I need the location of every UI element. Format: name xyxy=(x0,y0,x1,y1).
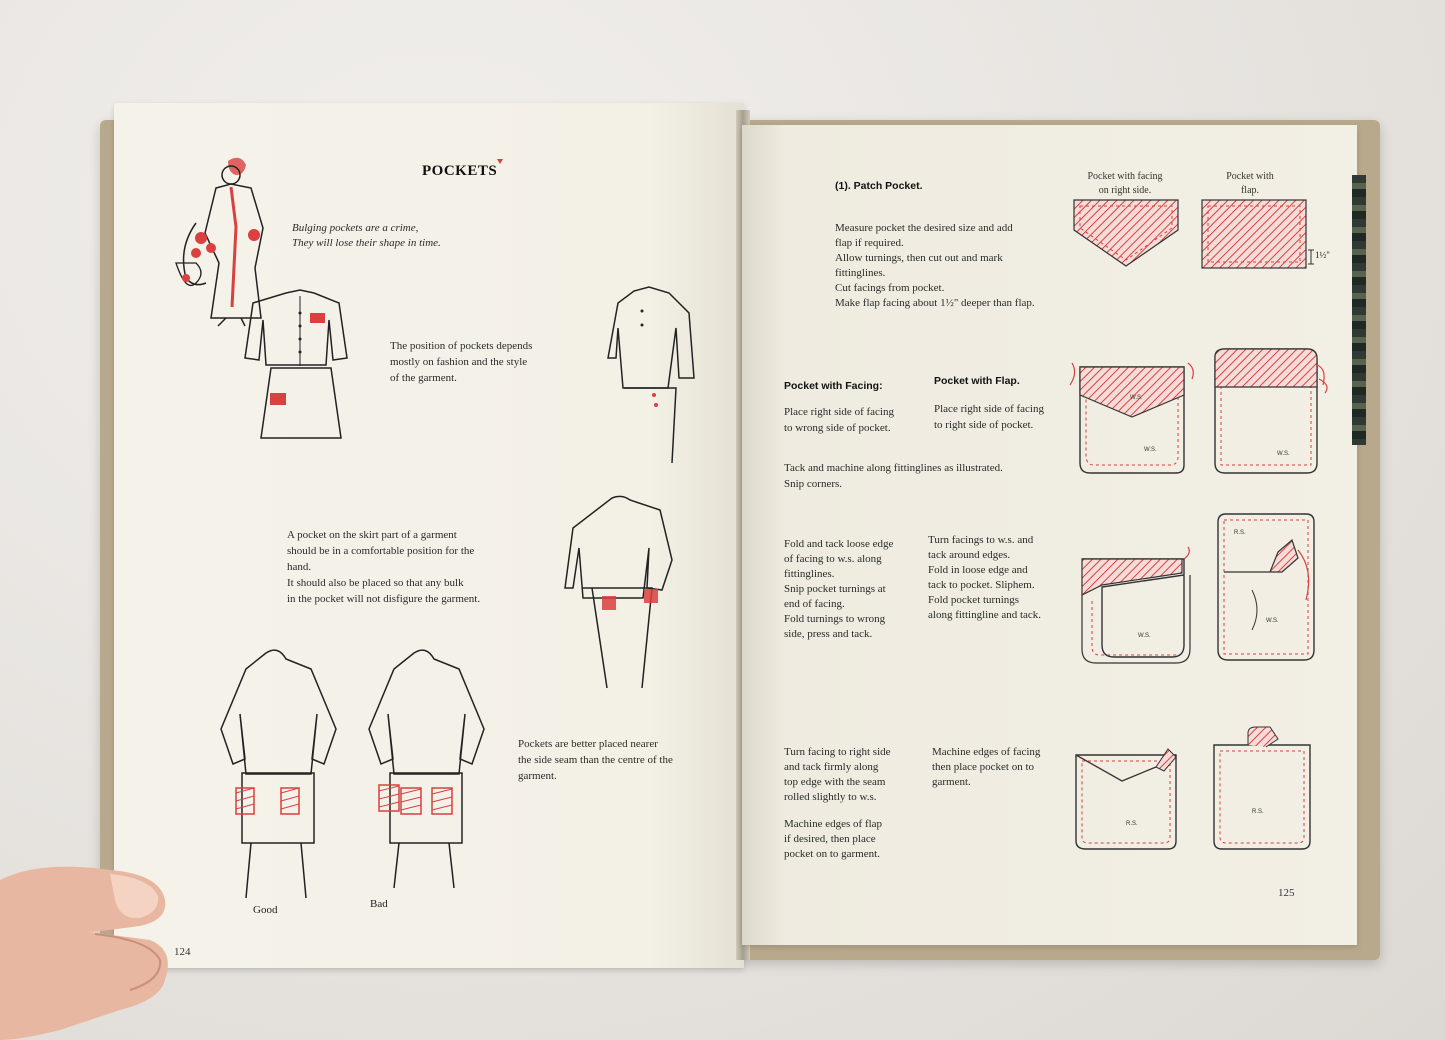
skirt-text-line-1: A pocket on the skirt part of a garment xyxy=(287,529,457,541)
seam-text-line-1: Pockets are better placed nearer xyxy=(518,738,658,750)
intro-line-2: flap if required. xyxy=(835,237,904,249)
intro-line-3: Allow turnings, then cut out and mark xyxy=(835,252,1003,264)
verse-line-1: Bulging pockets are a crime, xyxy=(292,222,419,234)
dress-pocket-position-illustration xyxy=(246,288,356,448)
flap-measure-label: 1½" xyxy=(1315,250,1330,260)
ws-label-1: W.S. xyxy=(1130,395,1143,401)
left-page xyxy=(114,103,744,968)
rs-label-3: R.S. xyxy=(1252,809,1264,815)
facing-step3-line-1: Turn facing to right side xyxy=(784,746,891,758)
flap-step3-line-1: Machine edges of facing xyxy=(932,746,1041,758)
facing-step2-line-5: end of facing. xyxy=(784,598,845,610)
facing-step3-line-6: Machine edges of flap xyxy=(784,818,883,830)
page-number-left: 124 xyxy=(174,946,191,958)
facing-step3-line-7: if desired, then place xyxy=(784,833,876,845)
section-title-patch-pocket: (1). Patch Pocket. xyxy=(835,180,923,192)
side-button-dress-illustration xyxy=(594,283,704,473)
flap-step3-line-3: garment. xyxy=(932,776,971,788)
ws-label-2: W.S. xyxy=(1144,447,1157,453)
flap-step1-line-1: Place right side of facing xyxy=(934,403,1044,415)
seam-text-line-2: the side seam than the centre of the xyxy=(518,754,673,766)
facing-step2-line-2: of facing to w.s. along xyxy=(784,553,882,565)
good-pocket-placement-illustration xyxy=(206,643,346,903)
back-skirt-pocket-illustration xyxy=(562,493,682,693)
bad-pocket-placement-illustration xyxy=(354,643,494,893)
heading-pocket-with-flap: Pocket with Flap. xyxy=(934,375,1020,387)
facing-tack-diagram xyxy=(1072,355,1197,480)
position-text-line-3: of the garment. xyxy=(390,372,457,384)
flap-step3-line-2: then place pocket on to xyxy=(932,761,1035,773)
flap-step2-line-6: along fittingline and tack. xyxy=(928,609,1042,621)
skirt-text-line-5: in the pocket will not disfigure the garment. xyxy=(287,593,481,605)
facing-step2-line-3: fittinglines. xyxy=(784,568,835,580)
facing-step2-line-4: Snip pocket turnings at xyxy=(784,583,886,595)
position-text-line-2: mostly on fashion and the style xyxy=(390,356,528,368)
skirt-text-line-3: hand. xyxy=(287,561,312,573)
verse-line-2: They will lose their shape in time. xyxy=(292,237,441,249)
finished-facing-pocket-diagram xyxy=(1072,745,1192,855)
flap-step2-line-5: Fold pocket turnings xyxy=(928,594,1020,606)
page-title: POCKETS xyxy=(422,163,498,179)
facing-step3-line-2: and tack firmly along xyxy=(784,761,879,773)
flap-step2-line-2: tack around edges. xyxy=(928,549,1011,561)
pocket-facing-pattern-diagram xyxy=(1074,200,1179,268)
rs-label-1: R.S. xyxy=(1234,530,1246,536)
flap-turn-diagram xyxy=(1212,510,1332,665)
red-accent-mark xyxy=(497,159,503,165)
reader-hand-photo xyxy=(0,860,175,1040)
facing-step1-line-1: Place right side of facing xyxy=(784,406,894,418)
flap-step2-line-3: Fold in loose edge and xyxy=(928,564,1028,576)
right-page xyxy=(742,125,1357,945)
facing-fold-diagram xyxy=(1072,545,1197,665)
heading-pocket-with-facing: Pocket with Facing: xyxy=(784,380,883,392)
facing-step2-line-1: Fold and tack loose edge xyxy=(784,538,894,550)
seam-text-line-3: garment. xyxy=(518,770,557,782)
intro-line-6: Make flap facing about 1½" deeper than flap. xyxy=(835,297,1035,309)
facing-step3-line-3: top edge with the seam xyxy=(784,776,886,788)
caption-pocket-with-facing-2: on right side. xyxy=(1098,185,1152,196)
next-page-photo-edge xyxy=(1352,175,1366,445)
skirt-text-line-2: should be in a comfortable position for the xyxy=(287,545,475,557)
ws-label-4: W.S. xyxy=(1138,633,1151,639)
caption-pocket-with-flap-1: Pocket with xyxy=(1226,171,1274,182)
label-good: Good xyxy=(253,904,278,916)
flap-step2-line-4: tack to pocket. Sliphem. xyxy=(928,579,1035,591)
pocket-flap-pattern-diagram xyxy=(1202,200,1332,268)
position-text-line-1: The position of pockets depends xyxy=(390,340,533,352)
facing-step3-line-8: pocket on to garment. xyxy=(784,848,880,860)
facing-step1-line-2: to wrong side of pocket. xyxy=(784,422,891,434)
ws-label-5: W.S. xyxy=(1266,618,1279,624)
caption-pocket-with-facing-1: Pocket with facing xyxy=(1087,171,1163,182)
tack-text-line-1: Tack and machine along fittinglines as illustrated. xyxy=(784,462,1003,474)
finished-flap-pocket-diagram xyxy=(1208,725,1323,855)
page-number-right: 125 xyxy=(1278,887,1295,899)
flap-tack-diagram xyxy=(1207,345,1332,480)
caption-pocket-with-flap-2: flap. xyxy=(1240,185,1260,196)
facing-step3-line-4: rolled slightly to w.s. xyxy=(784,791,877,803)
intro-line-4: fittinglines. xyxy=(835,267,886,279)
intro-line-5: Cut facings from pocket. xyxy=(835,282,945,294)
rs-label-2: R.S. xyxy=(1126,821,1138,827)
intro-line-1: Measure pocket the desired size and add xyxy=(835,222,1013,234)
facing-step2-line-7: side, press and tack. xyxy=(784,628,873,640)
tack-text-line-2: Snip corners. xyxy=(784,478,843,490)
flap-step2-line-1: Turn facings to w.s. and xyxy=(928,534,1034,546)
facing-step2-line-6: Fold turnings to wrong xyxy=(784,613,886,625)
flap-step1-line-2: to right side of pocket. xyxy=(934,419,1034,431)
ws-label-3: W.S. xyxy=(1277,451,1290,457)
label-bad: Bad xyxy=(370,898,388,910)
skirt-text-line-4: It should also be placed so that any bulk xyxy=(287,577,464,589)
